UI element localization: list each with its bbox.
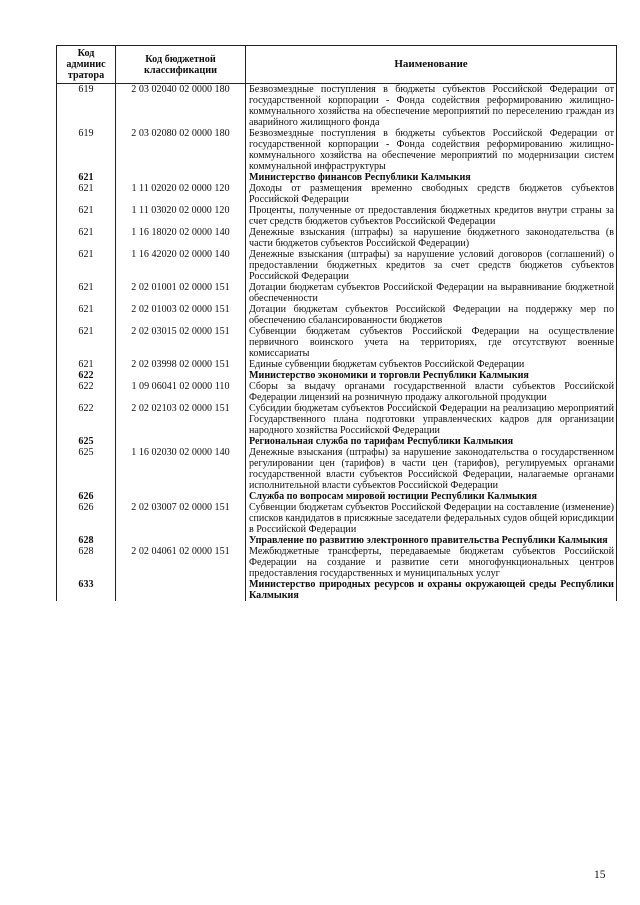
table-row xyxy=(57,227,617,249)
admin-code-cell: 621 xyxy=(57,282,116,304)
admin-code-cell: 619 xyxy=(57,84,116,129)
table-row xyxy=(57,128,617,172)
table-row xyxy=(57,249,617,282)
admin-code-cell: 626 xyxy=(57,502,116,535)
name-cell: Доходы от размещения временно свободных средств бюджетов субъектов Российской Федерации xyxy=(246,183,617,205)
name-cell: Субвенции бюджетам субъектов Российской Федерации на осуществление первичного воинского учета на территориях, где отсутствуют военные комиссариаты xyxy=(246,326,617,359)
table-section-row xyxy=(57,436,617,447)
name-cell: Денежные взыскания (штрафы) за нарушение законодательства о государственном регулировании цен (тарифов) в части цен (тарифов), регулируемых органами государственной власти субъектов Российской Федерации, налагаемые органами исполнительной власти субъектов Российской Федерации xyxy=(246,447,617,491)
budget-code-cell: 2 03 02040 02 0000 180 xyxy=(131,84,230,95)
name-cell: Управление по развитию электронного правительства Республики Калмыкия xyxy=(246,535,617,546)
budget-code-cell: 2 02 02103 02 0000 151 xyxy=(131,403,230,414)
table-section-row xyxy=(57,535,617,546)
table-row xyxy=(57,403,617,436)
table-row xyxy=(57,304,617,326)
table-row xyxy=(57,359,617,370)
name-cell: Денежные взыскания (штрафы) за нарушение условий договоров (соглашений) о предоставлении бюджетных кредитов за счет средств бюджетов субъектов Российской Федерации xyxy=(246,249,617,282)
table-row xyxy=(57,502,617,535)
header-budget-code: Код бюджетной классификации xyxy=(116,46,246,84)
name-cell: Субсидии бюджетам субъектов Российской Федерации на реализацию мероприятий Государственного плана подготовки управленческих кадров для организации народного хозяйства Российской Федерации xyxy=(246,403,617,436)
table-section-row xyxy=(57,172,617,183)
budget-code-cell: 1 16 18020 02 0000 140 xyxy=(131,227,230,238)
admin-code-cell: 621 xyxy=(57,227,116,249)
name-cell: Субвенции бюджетам субъектов Российской Федерации на составление (изменение) списков кандидатов в присяжные заседатели федеральных судов общей юрисдикции в Российской Федерации xyxy=(246,502,617,535)
budget-code-cell: 2 02 04061 02 0000 151 xyxy=(131,546,230,557)
name-cell: Министерство финансов Республики Калмыкия xyxy=(246,172,617,183)
budget-code-cell: 1 11 02020 02 0000 120 xyxy=(131,183,230,194)
name-cell: Межбюджетные трансферты, передаваемые бюджетам субъектов Российской Федерации на создание и развитие сети многофункциональных центров предоставления государственных и муниципальных услуг xyxy=(246,546,617,579)
name-cell: Безвозмездные поступления в бюджеты субъектов Российской Федерации от государственной корпорации - Фонда содействия реформированию жилищно-коммунального хозяйства на обеспечение мероприятий по модернизации систем коммунальной инфраструктуры xyxy=(246,128,617,172)
admin-code-cell: 621 xyxy=(57,249,116,282)
budget-code-cell: 1 16 42020 02 0000 140 xyxy=(131,249,230,260)
admin-code-cell: 633 xyxy=(57,579,116,601)
admin-code-cell: 622 xyxy=(57,370,116,381)
page-number: 15 xyxy=(594,869,606,881)
admin-code-cell: 621 xyxy=(57,183,116,205)
table-row xyxy=(57,183,617,205)
table-row xyxy=(57,282,617,304)
admin-code-cell: 621 xyxy=(57,172,116,183)
budget-code-cell: 2 02 03007 02 0000 151 xyxy=(131,502,230,513)
admin-code-cell: 628 xyxy=(57,535,116,546)
admin-code-cell: 619 xyxy=(57,128,116,172)
admin-code-cell: 622 xyxy=(57,381,116,403)
header-admin-code: Код админис тратора xyxy=(57,46,116,84)
budget-code-cell xyxy=(116,436,246,447)
name-cell: Проценты, полученные от предоставления бюджетных кредитов внутри страны за счет средств бюджетов субъектов Российской Федерации xyxy=(246,205,617,227)
name-cell: Министерство экономики и торговли Республики Калмыкия xyxy=(246,370,617,381)
name-cell: Дотации бюджетам субъектов Российской Федерации на выравнивание бюджетной обеспеченности xyxy=(246,282,617,304)
budget-code-cell: 1 16 02030 02 0000 140 xyxy=(131,447,230,458)
table-body xyxy=(57,84,617,602)
admin-code-cell: 625 xyxy=(57,436,116,447)
budget-code-cell: 2 02 03998 02 0000 151 xyxy=(131,359,230,370)
name-cell: Региональная служба по тарифам Республики Калмыкия xyxy=(246,436,617,447)
budget-code-cell: 1 09 06041 02 0000 110 xyxy=(131,381,230,392)
budget-code-cell: 1 11 03020 02 0000 120 xyxy=(131,205,230,216)
budget-code-cell: 2 02 01003 02 0000 151 xyxy=(131,304,230,315)
table-row xyxy=(57,205,617,227)
admin-code-cell: 621 xyxy=(57,205,116,227)
budget-code-cell xyxy=(116,491,246,502)
budget-code-cell xyxy=(116,579,246,601)
budget-code-cell: 2 03 02080 02 0000 180 xyxy=(131,128,230,139)
budget-code-cell xyxy=(116,535,246,546)
table-row xyxy=(57,447,617,491)
admin-code-cell: 621 xyxy=(57,359,116,370)
table-row xyxy=(57,84,617,129)
budget-classification-table xyxy=(56,45,617,601)
admin-code-cell: 625 xyxy=(57,447,116,491)
table-section-row xyxy=(57,370,617,381)
table-row xyxy=(57,326,617,359)
admin-code-cell: 622 xyxy=(57,403,116,436)
name-cell: Сборы за выдачу органами государственной власти субъектов Российской Федерации лицензий на розничную продажу алкогольной продукции xyxy=(246,381,617,403)
table-section-row xyxy=(57,579,617,601)
table-header-row xyxy=(57,46,617,84)
admin-code-cell: 626 xyxy=(57,491,116,502)
name-cell: Дотации бюджетам субъектов Российской Федерации на поддержку мер по обеспечению сбалансированности бюджетов xyxy=(246,304,617,326)
admin-code-cell: 628 xyxy=(57,546,116,579)
budget-code-cell xyxy=(116,370,246,381)
budget-code-cell: 2 02 03015 02 0000 151 xyxy=(131,326,230,337)
admin-code-cell: 621 xyxy=(57,326,116,359)
admin-code-cell: 621 xyxy=(57,304,116,326)
budget-code-cell: 2 02 01001 02 0000 151 xyxy=(131,282,230,293)
name-cell: Безвозмездные поступления в бюджеты субъектов Российской Федерации от государственной корпорации - Фонда содействия реформированию жилищно-коммунального хозяйства на обеспечение мероприятий по переселению граждан из аварийного жилищного фонда xyxy=(246,84,617,129)
table-section-row xyxy=(57,491,617,502)
name-cell: Денежные взыскания (штрафы) за нарушение бюджетного законодательства (в части бюджетов субъектов Российской Федерации) xyxy=(246,227,617,249)
name-cell: Служба по вопросам мировой юстиции Республики Калмыкия xyxy=(246,491,617,502)
header-name: Наименование xyxy=(246,46,617,84)
budget-code-cell xyxy=(116,172,246,183)
table-row xyxy=(57,546,617,579)
table-row xyxy=(57,381,617,403)
name-cell: Министерство природных ресурсов и охраны окружающей среды Республики Калмыкия xyxy=(246,579,617,601)
name-cell: Единые субвенции бюджетам субъектов Российской Федерации xyxy=(246,359,617,370)
